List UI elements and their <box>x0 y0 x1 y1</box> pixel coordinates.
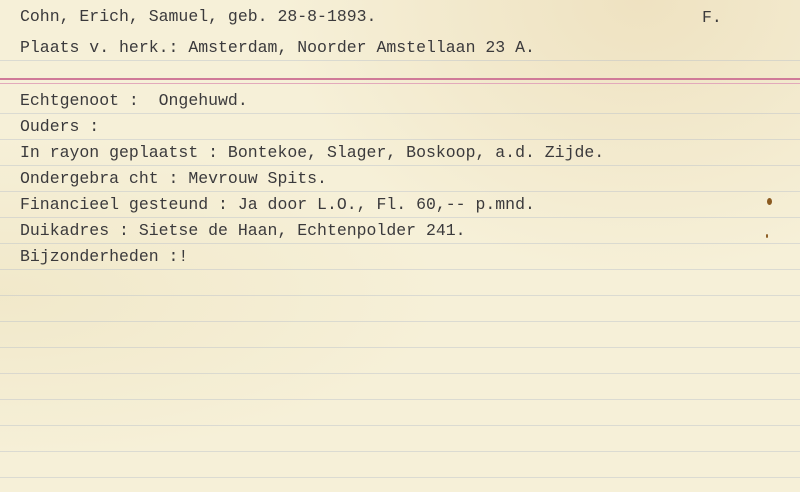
ruled-line <box>0 477 800 478</box>
ruled-line <box>0 191 800 192</box>
ink-spot <box>766 234 768 238</box>
field-particulars: Bijzonderheden :! <box>20 247 189 266</box>
ruled-line <box>0 217 800 218</box>
ruled-line <box>0 60 800 61</box>
ruled-line <box>0 425 800 426</box>
ruled-line <box>0 243 800 244</box>
field-spouse: Echtgenoot : Ongehuwd. <box>20 91 248 110</box>
field-hiding-address: Duikadres : Sietse de Haan, Echtenpolder 241. <box>20 221 466 240</box>
ruled-line <box>0 451 800 452</box>
red-header-line-thin <box>0 83 800 84</box>
ruled-line <box>0 347 800 348</box>
name-line: Cohn, Erich, Samuel, geb. 28-8-1893. <box>20 7 377 26</box>
ruled-line <box>0 139 800 140</box>
ink-spot <box>767 198 772 205</box>
ruled-line <box>0 321 800 322</box>
ruled-line <box>0 269 800 270</box>
red-header-line <box>0 78 800 80</box>
ruled-line <box>0 165 800 166</box>
ruled-line <box>0 113 800 114</box>
origin-line: Plaats v. herk.: Amsterdam, Noorder Amstellaan 23 A. <box>20 38 535 57</box>
field-district: In rayon geplaatst : Bontekoe, Slager, Boskoop, a.d. Zijde. <box>20 143 605 162</box>
category-mark: F. <box>702 8 722 27</box>
ruled-line <box>0 373 800 374</box>
field-housed: Ondergebra cht : Mevrouw Spits. <box>20 169 327 188</box>
ruled-line <box>0 399 800 400</box>
field-financial: Financieel gesteund : Ja door L.O., Fl. 60,-- p.mnd. <box>20 195 535 214</box>
field-parents: Ouders : <box>20 117 100 136</box>
ruled-line <box>0 295 800 296</box>
